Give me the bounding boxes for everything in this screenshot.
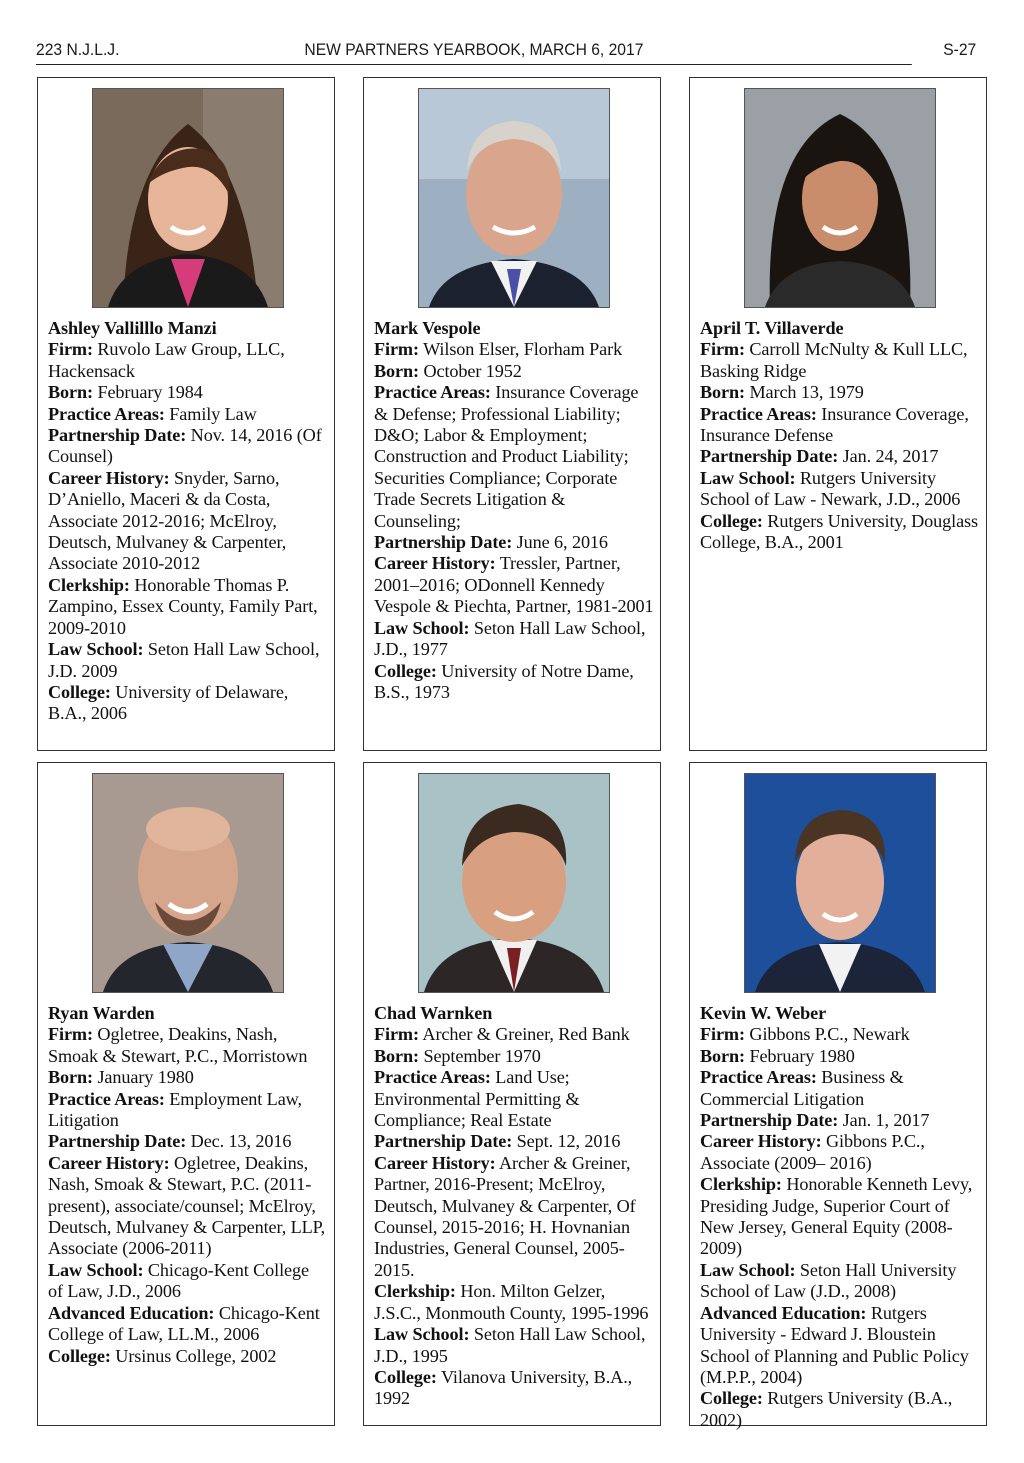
field-law-school bbox=[48, 1260, 328, 1303]
field-value: January 1980 bbox=[97, 1067, 194, 1088]
field-label: Advanced Education: bbox=[700, 1302, 867, 1323]
field-label: Career History: bbox=[374, 553, 496, 574]
field-law-school bbox=[700, 468, 980, 511]
field-firm bbox=[374, 1024, 654, 1045]
headshot-photo bbox=[92, 88, 284, 308]
profile-card bbox=[363, 77, 661, 751]
field-partnership-date bbox=[374, 1131, 654, 1152]
headshot-photo bbox=[92, 773, 284, 993]
field-value: September 1970 bbox=[423, 1045, 541, 1066]
field-label: Law School: bbox=[700, 1259, 796, 1280]
field-value: Employment Law, Litigation bbox=[48, 1088, 302, 1131]
field-practice-areas bbox=[374, 382, 654, 532]
field-label: College: bbox=[700, 1388, 763, 1409]
field-partnership-date bbox=[48, 425, 328, 468]
field-value: Honorable Thomas P. Zampino, Essex County, Family Part, 2009-2010 bbox=[48, 574, 318, 638]
field-label: Clerkship: bbox=[374, 1281, 456, 1302]
field-value: October 1952 bbox=[423, 360, 522, 381]
field-career-history bbox=[374, 553, 654, 617]
field-born bbox=[48, 1067, 328, 1088]
field-label: Born: bbox=[374, 360, 419, 381]
profile-card bbox=[37, 762, 335, 1426]
attorney-name: Chad Warnken bbox=[374, 1003, 493, 1023]
field-label: Partnership Date: bbox=[48, 425, 187, 446]
field-value: Business & Commercial Litigation bbox=[700, 1067, 904, 1109]
field-label: Born: bbox=[48, 1067, 93, 1088]
field-value: Rutgers University, Douglass College, B.A., 2001 bbox=[700, 510, 979, 553]
attorney-name: Ashley Vallilllo Manzi bbox=[48, 318, 217, 338]
field-value: University of Notre Dame, B.S., 1973 bbox=[374, 660, 634, 702]
field-label: Partnership Date: bbox=[700, 1110, 839, 1131]
field-label: Career History: bbox=[48, 1152, 170, 1173]
field-label: Firm: bbox=[48, 339, 93, 360]
field-college bbox=[374, 661, 654, 704]
field-value: Chicago-Kent College of Law, J.D., 2006 bbox=[48, 1259, 309, 1302]
field-practice-areas bbox=[374, 1067, 654, 1131]
field-firm bbox=[374, 339, 654, 360]
field-label: Career History: bbox=[374, 1152, 496, 1173]
field-label: Practice Areas: bbox=[48, 403, 165, 424]
attorney-name: Kevin W. Weber bbox=[700, 1003, 827, 1023]
field-value: Rutgers University (B.A., 2002) bbox=[700, 1388, 953, 1430]
field-label: College: bbox=[700, 510, 763, 531]
field-label: Practice Areas: bbox=[374, 382, 491, 403]
field-career-history bbox=[48, 1153, 328, 1260]
field-label: Career History: bbox=[48, 467, 170, 488]
field-value: Hon. Milton Gelzer, J.S.C., Monmouth County, 1995-1996 bbox=[374, 1281, 649, 1323]
field-value: Land Use; Environmental Permitting & Compliance; Real Estate bbox=[374, 1067, 580, 1131]
publication-title: NEW PARTNERS YEARBOOK, MARCH 6, 2017 bbox=[304, 40, 644, 59]
field-advanced-education bbox=[700, 1303, 980, 1389]
field-label: Born: bbox=[700, 382, 745, 403]
field-law-school bbox=[48, 639, 328, 682]
field-value: Rutgers University School of Law - Newark, J.D., 2006 bbox=[700, 467, 961, 510]
field-value: Jan. 24, 2017 bbox=[842, 446, 939, 467]
attorney-name: April T. Villaverde bbox=[700, 318, 844, 338]
field-college bbox=[48, 682, 328, 725]
field-label: Career History: bbox=[700, 1131, 822, 1152]
field-value: Tressler, Partner, 2001–2016; ODonnell Kennedy Vespole & Piechta, Partner, 1981-2001 bbox=[374, 553, 654, 617]
profile-card bbox=[37, 77, 335, 751]
field-label: College: bbox=[48, 681, 111, 702]
field-label: Practice Areas: bbox=[48, 1088, 165, 1109]
field-firm bbox=[700, 339, 980, 382]
field-label: Firm: bbox=[700, 1024, 745, 1045]
field-value: Seton Hall Law School, J.D., 1995 bbox=[374, 1324, 646, 1366]
field-practice-areas bbox=[700, 404, 980, 447]
headshot-photo bbox=[418, 88, 610, 308]
field-born bbox=[48, 382, 328, 403]
field-clerkship bbox=[374, 1281, 654, 1324]
field-value: Ruvolo Law Group, LLC, Hackensack bbox=[48, 339, 285, 381]
field-practice-areas bbox=[700, 1067, 980, 1110]
field-college bbox=[374, 1367, 654, 1410]
field-college bbox=[700, 1388, 980, 1431]
field-clerkship bbox=[700, 1174, 980, 1260]
profile-card bbox=[689, 77, 987, 751]
field-born bbox=[700, 382, 980, 403]
field-label: Partnership Date: bbox=[374, 1131, 513, 1152]
profile-bio bbox=[700, 1003, 980, 1431]
field-value: Carroll McNulty & Kull LLC, Basking Ridge bbox=[700, 339, 968, 381]
issue-number: 223 N.J.L.J. bbox=[36, 40, 120, 59]
field-value: Ogletree, Deakins, Nash, Smoak & Stewart, P.C. (2011-present), associate/counsel; McElroy, Deutsch, Mulvaney & Carpenter, LLP, Associate (2006-2011) bbox=[48, 1152, 326, 1259]
page-number: S-27 bbox=[943, 40, 977, 59]
field-partnership-date bbox=[48, 1131, 328, 1152]
field-value: Family Law bbox=[169, 403, 257, 424]
field-partnership-date bbox=[700, 1110, 980, 1131]
field-value: June 6, 2016 bbox=[516, 532, 608, 553]
field-label: Advanced Education: bbox=[48, 1302, 215, 1323]
profile-bio bbox=[48, 318, 328, 725]
field-label: Law School: bbox=[48, 1259, 144, 1280]
field-firm bbox=[48, 1024, 328, 1067]
field-label: Law School: bbox=[48, 639, 144, 660]
field-label: College: bbox=[48, 1345, 111, 1366]
headshot-photo bbox=[744, 88, 936, 308]
field-advanced-education bbox=[48, 1303, 328, 1346]
field-label: College: bbox=[374, 1366, 437, 1387]
field-practice-areas bbox=[48, 1089, 328, 1132]
field-partnership-date bbox=[700, 446, 980, 467]
field-label: Partnership Date: bbox=[48, 1131, 187, 1152]
field-career-history bbox=[48, 468, 328, 575]
field-value: Ogletree, Deakins, Nash, Smoak & Stewart, P.C., Morristown bbox=[48, 1024, 308, 1066]
field-value: University of Delaware, B.A., 2006 bbox=[48, 681, 289, 724]
attorney-name: Mark Vespole bbox=[374, 318, 481, 338]
field-value: March 13, 1979 bbox=[749, 382, 864, 403]
profile-card bbox=[689, 762, 987, 1430]
field-value: Archer & Greiner, Partner, 2016-Present; McElroy, Deutsch, Mulvaney & Carpenter, Of Counsel, 2015-2016; H. Hovnanian Industries, General Counsel, 2005-2015. bbox=[374, 1152, 636, 1280]
field-value: Gibbons P.C., Associate (2009– 2016) bbox=[700, 1131, 925, 1173]
field-value: Sept. 12, 2016 bbox=[516, 1131, 621, 1152]
profile-bio bbox=[48, 1003, 328, 1367]
field-value: Insurance Coverage, Insurance Defense bbox=[700, 403, 969, 446]
field-value: Nov. 14, 2016 (Of Counsel) bbox=[48, 425, 322, 467]
field-born bbox=[374, 361, 654, 382]
field-college bbox=[48, 1346, 328, 1367]
field-label: Practice Areas: bbox=[700, 403, 817, 424]
field-label: Partnership Date: bbox=[374, 532, 513, 553]
field-label: Law School: bbox=[374, 617, 470, 638]
field-value: Dec. 13, 2016 bbox=[190, 1131, 292, 1152]
profile-bio bbox=[374, 318, 654, 703]
field-career-history bbox=[374, 1153, 654, 1281]
field-value: Ursinus College, 2002 bbox=[115, 1345, 277, 1366]
field-born bbox=[374, 1046, 654, 1067]
field-value: Wilson Elser, Florham Park bbox=[423, 339, 623, 360]
field-label: Practice Areas: bbox=[374, 1067, 491, 1088]
field-value: Insurance Coverage & Defense; Professional Liability; D&O; Labor & Employment; Construction and Product Liability; Securities Compliance; Corporate Trade Secrets Litigation & Counseling; bbox=[374, 382, 639, 531]
field-law-school bbox=[374, 618, 654, 661]
field-value: Seton Hall University School of Law (J.D., 2008) bbox=[700, 1259, 957, 1302]
field-law-school bbox=[700, 1260, 980, 1303]
field-practice-areas bbox=[48, 404, 328, 425]
field-label: Born: bbox=[48, 382, 93, 403]
field-partnership-date bbox=[374, 532, 654, 553]
field-label: Firm: bbox=[374, 1024, 419, 1045]
field-value: Rutgers University - Edward J. Bloustein School of Planning and Public Policy (M.P.P., 2004) bbox=[700, 1302, 969, 1387]
field-career-history bbox=[700, 1131, 980, 1174]
field-born bbox=[700, 1046, 980, 1067]
field-value: Honorable Kenneth Levy, Presiding Judge, Superior Court of New Jersey, General Equity (2008-2009) bbox=[700, 1174, 973, 1259]
field-value: Archer & Greiner, Red Bank bbox=[422, 1024, 630, 1045]
field-label: Law School: bbox=[374, 1324, 470, 1345]
profile-card bbox=[363, 762, 661, 1426]
field-value: Jan. 1, 2017 bbox=[842, 1110, 930, 1131]
field-label: Firm: bbox=[374, 339, 419, 360]
field-label: Clerkship: bbox=[48, 574, 130, 595]
field-law-school bbox=[374, 1324, 654, 1367]
field-value: Seton Hall Law School, J.D. 2009 bbox=[48, 639, 320, 681]
page-header bbox=[36, 38, 977, 65]
field-label: Born: bbox=[700, 1045, 745, 1066]
field-value: Vilanova University, B.A., 1992 bbox=[374, 1366, 633, 1409]
field-value: Gibbons P.C., Newark bbox=[749, 1024, 910, 1045]
headshot-photo bbox=[418, 773, 610, 993]
field-firm bbox=[700, 1024, 980, 1045]
field-college bbox=[700, 511, 980, 554]
headshot-photo bbox=[744, 773, 936, 993]
profile-bio bbox=[374, 1003, 654, 1410]
field-label: Firm: bbox=[700, 339, 745, 360]
field-value: February 1984 bbox=[97, 382, 203, 403]
profile-bio bbox=[700, 318, 980, 553]
field-value: Seton Hall Law School, J.D., 1977 bbox=[374, 617, 646, 660]
field-label: Partnership Date: bbox=[700, 446, 839, 467]
field-label: Clerkship: bbox=[700, 1174, 782, 1195]
field-label: Firm: bbox=[48, 1024, 93, 1045]
field-value: Chicago-Kent College of Law, LL.M., 2006 bbox=[48, 1302, 320, 1345]
field-firm bbox=[48, 339, 328, 382]
attorney-name: Ryan Warden bbox=[48, 1003, 155, 1023]
field-label: Law School: bbox=[700, 467, 796, 488]
field-label: College: bbox=[374, 660, 437, 681]
field-value: Snyder, Sarno, D’Aniello, Maceri & da Costa, Associate 2012-2016; McElroy, Deutsch, Mulvaney & Carpenter, Associate 2010-2012 bbox=[48, 467, 287, 574]
field-label: Born: bbox=[374, 1045, 419, 1066]
field-value: February 1980 bbox=[749, 1045, 855, 1066]
field-clerkship bbox=[48, 575, 328, 639]
field-label: Practice Areas: bbox=[700, 1067, 817, 1088]
